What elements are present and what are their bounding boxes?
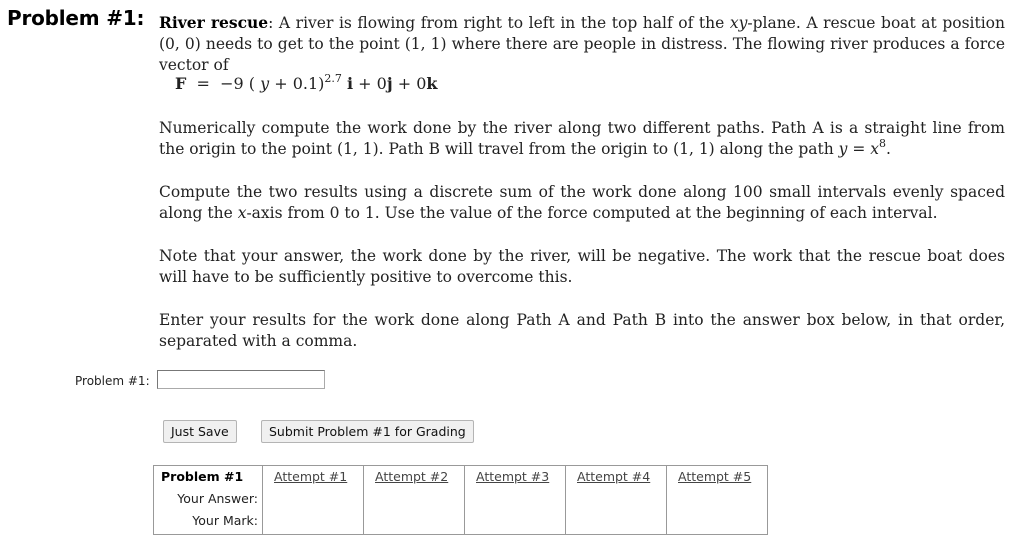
paragraph-method <box>159 182 1005 224</box>
eq-var: y <box>260 74 270 93</box>
problem-intro <box>159 12 1005 76</box>
eq-i: i <box>347 74 354 93</box>
paragraph-note: Note that your answer, the work done by the river, will be negative. The work that the rescue boat does will have to be sufficiently positive to overcome this. <box>159 247 1005 286</box>
eq-coef: −9 ( <box>220 74 261 93</box>
attempt-column-4 <box>566 466 667 535</box>
intro-text-2: -plane. A rescue boat at position (0, 0) needs to get to the point (1, 1) where there are people in distress. The flowing river produces a force vector of <box>159 14 1005 74</box>
p1-text: Numerically compute the work done by the river along two different paths. Path A is a straight line from the origin to the point (1, 1). Path B will travel from the origin to (1, 1) along the path <box>159 119 1005 158</box>
paragraph-instructions: Enter your results for the work done along Path A and Path B into the answer box below, in that order, separated with a comma. <box>159 311 1005 350</box>
eq-j: j <box>386 74 393 93</box>
attempt-link-5[interactable]: Attempt #5 <box>678 469 752 484</box>
eq-lhs: F <box>175 74 187 93</box>
eq-k-part: + 0 <box>392 74 427 93</box>
eq-sign: = <box>196 74 210 93</box>
p1-y: y <box>838 140 848 158</box>
attempt-link-2[interactable]: Attempt #2 <box>375 469 449 484</box>
problem-heading: Problem #1: <box>7 6 145 30</box>
attempt-column-5 <box>667 466 768 535</box>
p1-eq: = <box>847 140 871 158</box>
submit-button[interactable]: Submit Problem #1 for Grading <box>261 420 474 443</box>
attempt-link-1[interactable]: Attempt #1 <box>274 469 348 484</box>
p1-x: x <box>870 140 879 158</box>
attempt-link-3[interactable]: Attempt #3 <box>476 469 550 484</box>
intro-plane: xy <box>729 14 748 32</box>
p1-exponent: 8 <box>878 136 886 150</box>
eq-k: k <box>426 74 438 93</box>
paragraph-paths <box>159 118 1005 160</box>
intro-text: : A river is flowing from right to left in the top half of the <box>268 14 730 32</box>
p2-text: Compute the two results using a discrete sum of the work done along 100 small intervals evenly spaced along the <box>159 183 1005 222</box>
just-save-button[interactable]: Just Save <box>163 420 237 443</box>
attempt-column-1 <box>263 466 364 535</box>
answer-input[interactable] <box>157 370 325 389</box>
p2-x: x <box>237 204 247 222</box>
attempt-column-2 <box>364 466 465 535</box>
answer-label: Problem #1: <box>75 374 150 388</box>
attempt-link-4[interactable]: Attempt #4 <box>577 469 651 484</box>
attempts-header: Problem #1 <box>161 469 244 484</box>
eq-j-part: + 0 <box>353 74 387 93</box>
attempts-table <box>153 465 768 535</box>
your-answer-label: Your Answer: <box>177 491 258 506</box>
eq-inner: + 0.1) <box>269 74 325 93</box>
attempts-row-labels <box>154 466 263 535</box>
your-mark-label: Your Mark: <box>192 513 258 528</box>
problem-title: River rescue <box>159 13 269 32</box>
p2-rest: -axis from 0 to 1. Use the value of the force computed at the beginning of each interval. <box>246 204 938 222</box>
eq-exponent: 2.7 <box>324 71 342 85</box>
attempt-column-3 <box>465 466 566 535</box>
force-equation <box>175 71 438 93</box>
p1-end: . <box>885 140 891 158</box>
